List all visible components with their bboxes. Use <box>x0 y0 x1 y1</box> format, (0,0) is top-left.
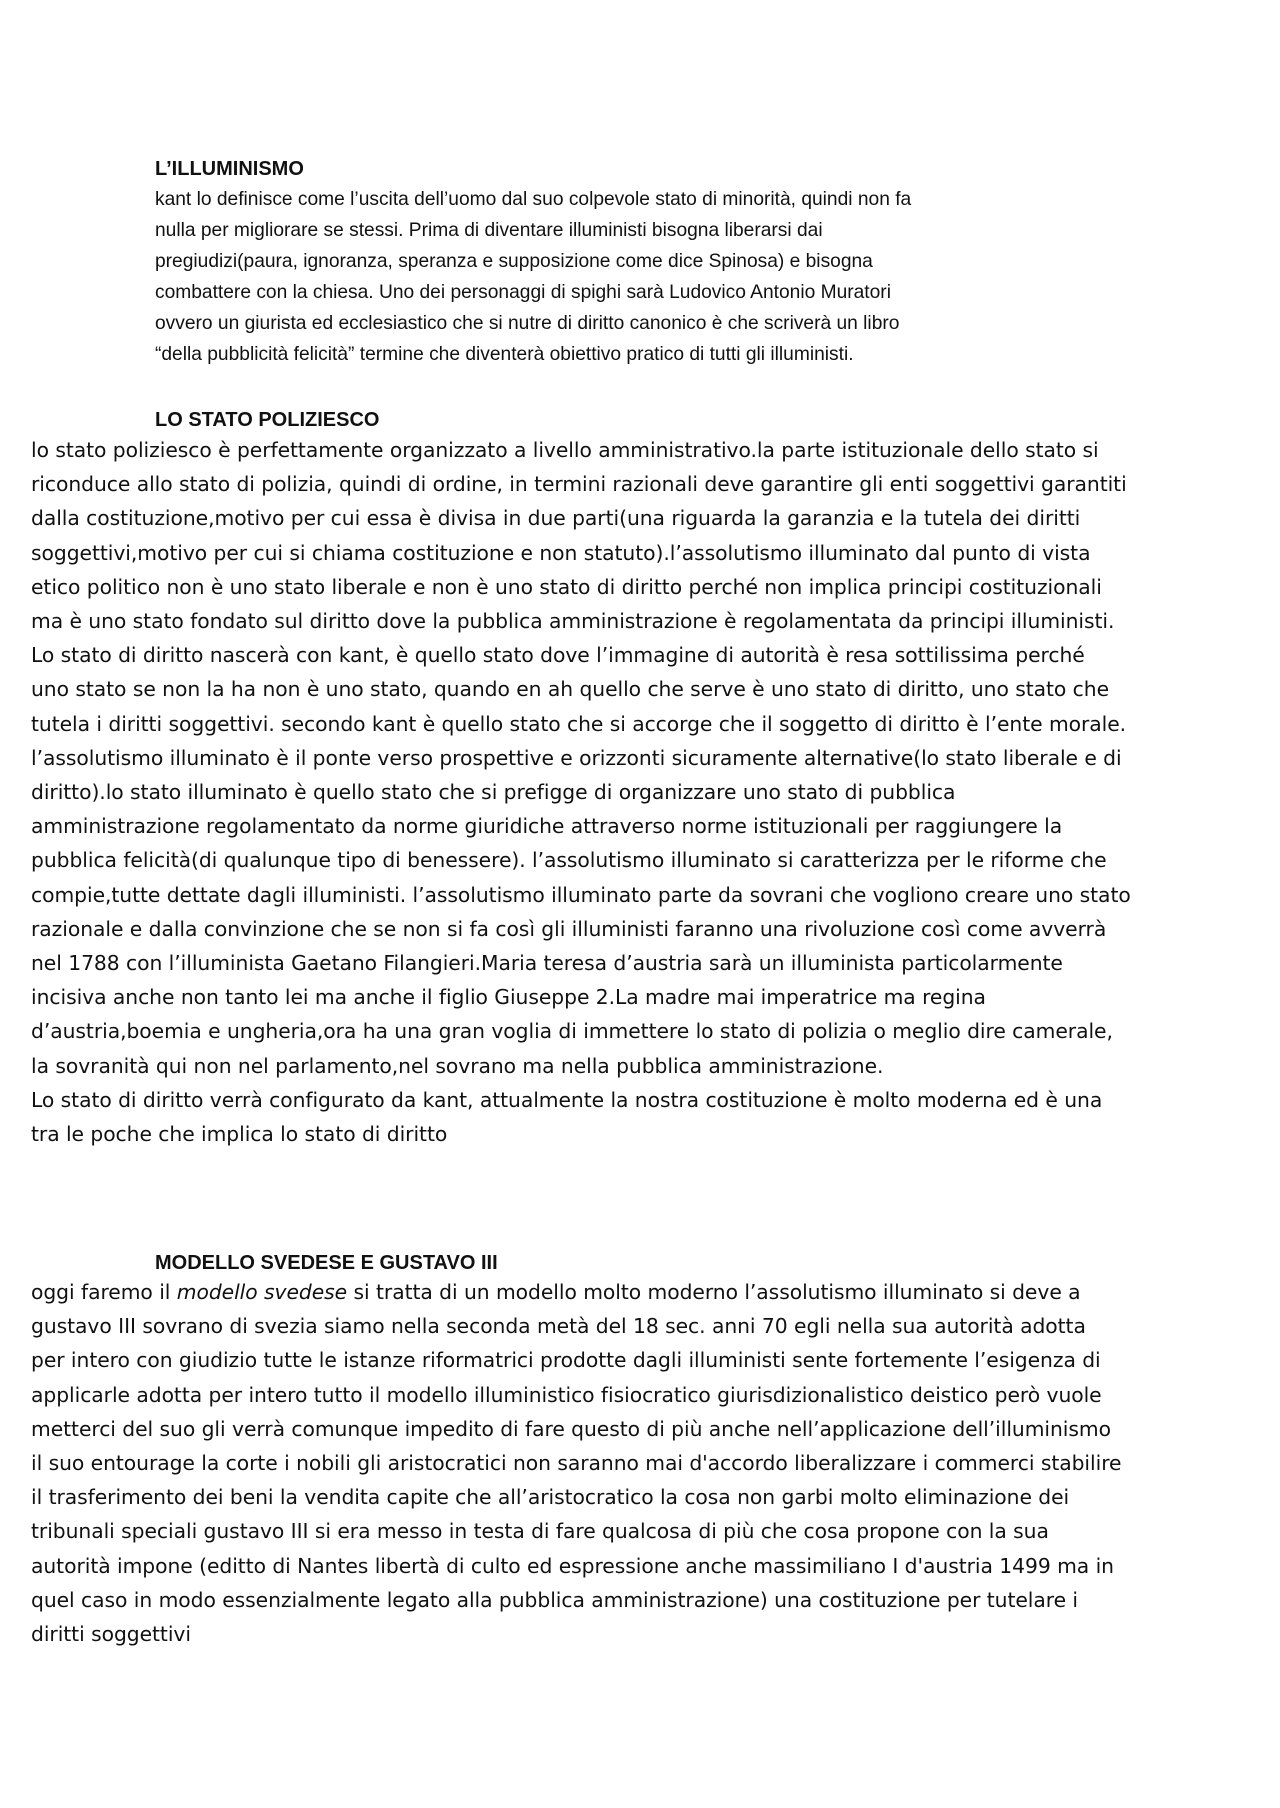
text-line: etico politico non è uno stato liberale e non è uno stato di diritto perché non implica principi costituzionali <box>31 574 1102 599</box>
text-line: pregiudizi(paura, ignoranza, speranza e supposizione come dice Spinosa) e bisogna <box>155 251 873 272</box>
text-line: riconduce allo stato di polizia, quindi di ordine, in termini razionali deve garantire gli enti soggettivi garantiti <box>31 472 1127 497</box>
text-line: amministrazione regolamentato da norme giuridiche attraverso norme istituzionali per raggiungere la <box>31 814 1063 839</box>
italic-term: modello svedese <box>176 1280 348 1304</box>
text-line: Lo stato di diritto nascerà con kant, è quello stato dove l’immagine di autorità è resa sottilissima perché <box>31 643 1085 668</box>
text-line: ma è uno stato fondato sul diritto dove la pubblica amministrazione è regolamentata da principi illuministi. <box>31 609 1115 634</box>
text-line: dalla costituzione,motivo per cui essa è divisa in due parti(una riguarda la garanzia e la tutela dei diritti <box>31 506 1081 531</box>
text-line: il trasferimento dei beni la vendita capite che all’aristocratico la cosa non garbi molto eliminazione dei <box>31 1485 1070 1510</box>
text-line: tribunali speciali gustavo III si era messo in testa di fare qualcosa di più che cosa propone con la sua <box>31 1519 1049 1544</box>
text-line: uno stato se non la ha non è uno stato, quando en ah quello che serve è uno stato di diritto, uno stato che <box>31 677 1110 702</box>
text-line: compie,tutte dettate dagli illuministi. l’assolutismo illuminato parte da sovrani che vogliono creare uno stato <box>31 882 1131 907</box>
text-line: razionale e dalla convinzione che se non si fa così gli illuministi faranno una rivoluzione così come avverrà <box>31 916 1107 941</box>
text-line: nulla per migliorare se stessi. Prima di diventare illuministi bisogna liberarsi dai <box>155 220 823 241</box>
text-line: metterci del suo gli verrà comunque impedito di fare questo di più anche nell’applicazione dell’illuminismo <box>31 1416 1111 1441</box>
section-body-stato-poliziesco <box>31 433 1251 1151</box>
text-line: lo stato poliziesco è perfettamente organizzato a livello amministrativo.la parte istituzionale dello stato si <box>31 438 1099 462</box>
text-line: d’austria,boemia e ungheria,ora ha una gran voglia di immettere lo stato di polizia o meglio dire camerale, <box>31 1019 1113 1044</box>
text-run: oggi faremo il <box>31 1280 177 1304</box>
text-line: il suo entourage la corte i nobili gli aristocratici non saranno mai d'accordo liberalizzare i commerci stabilire <box>31 1451 1122 1476</box>
text-line: tutela i diritti soggettivi. secondo kant è quello stato che si accorge che il soggetto di diritto è l’ente morale. <box>31 711 1127 736</box>
section-title-stato-poliziesco: LO STATO POLIZIESCO <box>155 409 380 431</box>
text-line: tra le poche che implica lo stato di diritto <box>31 1122 448 1147</box>
text-line: diritto).lo stato illuminato è quello stato che si prefigge di organizzare uno stato di pubblica <box>31 780 956 805</box>
section-title-modello-svedese: MODELLO SVEDESE E GUSTAVO III <box>155 1252 498 1274</box>
text-line: combattere con la chiesa. Uno dei personaggi di spighi sarà Ludovico Antonio Muratori <box>155 282 891 303</box>
text-line <box>31 1275 1251 1309</box>
section-body-illuminismo <box>155 184 1115 370</box>
text-line: gustavo III sovrano di svezia siamo nella seconda metà del 18 sec. anni 70 egli nella sua autorità adotta <box>31 1314 1086 1339</box>
text-line: pubblica felicità(di qualunque tipo di benessere). l’assolutismo illuminato si caratterizza per le riforme che <box>31 848 1107 873</box>
text-line: kant lo definisce come l’uscita dell’uomo dal suo colpevole stato di minorità, quindi non fa <box>155 189 912 210</box>
section-title-illuminismo: L’ILLUMINISMO <box>155 158 304 180</box>
text-line: applicarle adotta per intero tutto il modello illuministico fisiocratico giurisdizionalistico deistico però vuole <box>31 1382 1102 1407</box>
text-run: si tratta di un modello molto moderno l’assolutismo illuminato si deve a <box>347 1280 1081 1304</box>
text-line: soggettivi,motivo per cui si chiama costituzione e non statuto).l’assolutismo illuminato dal punto di vista <box>31 540 1091 565</box>
text-line: nel 1788 con l’illuminista Gaetano Filangieri.Maria teresa d’austria sarà un illuminista particolarmente <box>31 951 1063 976</box>
text-line: ovvero un giurista ed ecclesiastico che si nutre di diritto canonico è che scriverà un libro <box>155 313 900 334</box>
text-line: diritti soggettivi <box>31 1622 191 1647</box>
text-line: quel caso in modo essenzialmente legato alla pubblica amministrazione) una costituzione per tutelare i <box>31 1587 1079 1612</box>
text-line: Lo stato di diritto verrà configurato da kant, attualmente la nostra costituzione è molto moderna ed è una <box>31 1087 1103 1112</box>
text-line: l’assolutismo illuminato è il ponte verso prospettive e orizzonti sicuramente alternative(lo stato liberale e di <box>31 745 1122 770</box>
section-body-modello-svedese <box>31 1275 1251 1651</box>
text-line: incisiva anche non tanto lei ma anche il figlio Giuseppe 2.La madre mai imperatrice ma regina <box>31 985 986 1010</box>
text-line: la sovranità qui non nel parlamento,nel sovrano ma nella pubblica amministrazione. <box>31 1053 884 1078</box>
text-line: “della pubblicità felicità” termine che diventerà obiettivo pratico di tutti gli illuministi. <box>155 344 854 365</box>
text-line: autorità impone (editto di Nantes libertà di culto ed espressione anche massimiliano I d'austria 1499 ma in <box>31 1553 1114 1578</box>
text-line: per intero con giudizio tutte le istanze riformatrici prodotte dagli illuministi sente fortemente l’esigenza di <box>31 1348 1101 1373</box>
